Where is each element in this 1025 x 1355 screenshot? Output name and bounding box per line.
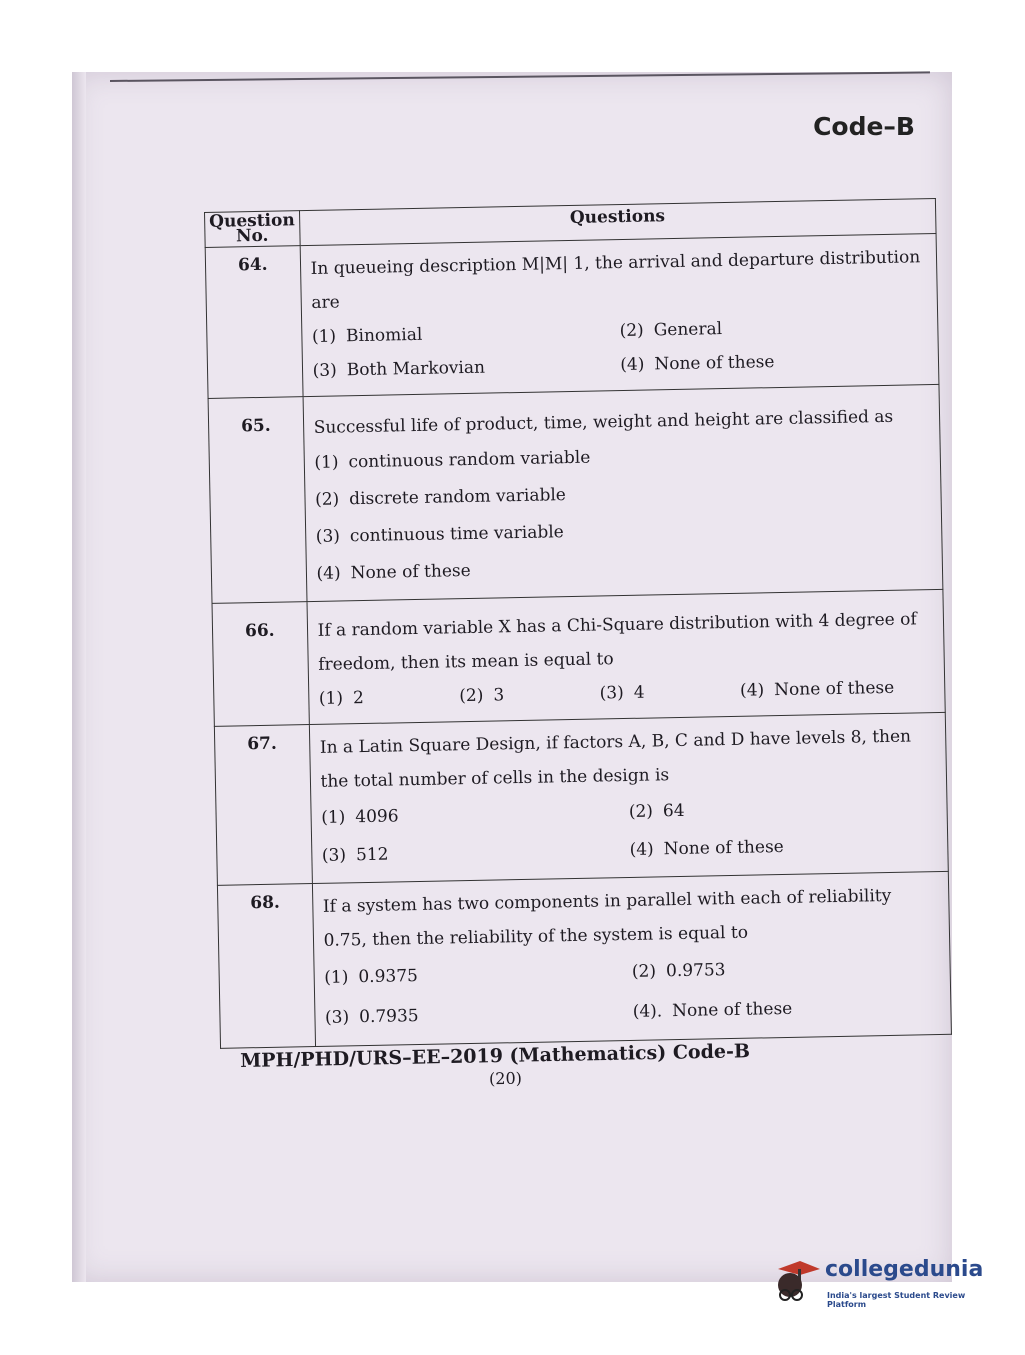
collegedunia-watermark (770, 1255, 1000, 1315)
option (319, 681, 365, 716)
question-row-68 (217, 871, 951, 1048)
option-number: (3) (324, 1007, 350, 1028)
option-number: (3) (599, 683, 624, 704)
option (629, 825, 937, 869)
option (312, 348, 620, 388)
question-body (307, 589, 946, 724)
question-body (303, 384, 943, 601)
question-table-wrapper (204, 198, 952, 1049)
option-number: (2) (628, 801, 654, 822)
question-table (204, 198, 952, 1049)
question-text: Successful life of product, time, weight and height are classified as (313, 406, 894, 438)
option (632, 986, 940, 1032)
option-text: 0.9753 (665, 960, 726, 982)
option-number: (4) (316, 563, 341, 584)
option (321, 793, 629, 837)
option (620, 342, 928, 382)
option-text: 0.9375 (358, 966, 419, 988)
exam-title: MPH/PHD/URS–EE–2019 (Mathematics) Code-B (240, 1040, 751, 1072)
option-number: (3) (321, 845, 347, 866)
option (324, 952, 632, 998)
option-number: (1) (311, 326, 337, 347)
question-body (309, 712, 948, 883)
option-text: continuous time variable (349, 522, 564, 547)
option-text: 0.7935 (358, 1006, 419, 1028)
question-row-65 (208, 384, 943, 603)
question-body (300, 233, 939, 396)
option-text: discrete random variable (349, 485, 567, 510)
option-number: (2) (631, 961, 657, 982)
question-number: 67. (214, 725, 312, 886)
option-number: (4) (620, 354, 645, 376)
option-text: None of these (773, 677, 895, 701)
option (459, 678, 505, 713)
question-text: If a system has two components in parallel with each of reliability 0.75, then the reliability of the system is equal to (322, 885, 892, 951)
options (324, 946, 941, 1038)
question-number: 64. (205, 246, 302, 399)
option (629, 787, 937, 831)
questions-header: Questions (299, 198, 936, 245)
question-row-67 (214, 712, 948, 885)
options (321, 787, 938, 875)
question-number: 68. (217, 884, 315, 1049)
option-number: (2) (459, 685, 484, 707)
option-text: 4096 (355, 806, 399, 828)
options (312, 308, 929, 388)
option-text: 64 (662, 800, 685, 822)
option-text: None of these (350, 560, 471, 584)
brand-tagline: India's largest Student Review Platform (827, 1291, 966, 1309)
option-number: (4). (632, 1001, 663, 1022)
option-text: 2 (352, 688, 365, 709)
option-number: (1) (321, 807, 346, 828)
option (322, 831, 630, 875)
option (599, 676, 645, 711)
question-text: In a Latin Square Design, if factors A, B, C and D have levels 8, then the total number of cells in the design is (319, 726, 912, 792)
option-text: None of these (672, 998, 793, 1022)
option-number: (1) (324, 967, 349, 988)
options (314, 433, 932, 593)
question-text: In queueing description M|M| 1, the arrival and departure distribution are (310, 247, 921, 313)
option-number: (2) (619, 320, 644, 342)
question-row-66 (212, 589, 945, 726)
option-text: None of these (654, 352, 775, 375)
option-number: (4) (629, 839, 654, 860)
question-number-header: Question No. (205, 211, 300, 248)
question-number: 66. (212, 602, 309, 727)
option-text: General (653, 319, 723, 341)
question-row-64 (205, 233, 939, 398)
option-number: (2) (314, 489, 340, 510)
option-number: (1) (318, 688, 344, 709)
question-body (312, 871, 951, 1046)
option-number: (3) (312, 360, 337, 381)
option-number: (3) (315, 526, 341, 547)
option-number: (4) (739, 680, 765, 701)
option-number: (1) (314, 452, 339, 473)
option (325, 992, 633, 1038)
question-text: If a random variable X has a Chi-Square distribution with 4 degree of freedom, then its mean is equal to (317, 609, 917, 675)
option-text: Both Markovian (346, 357, 486, 381)
mascot-icon (770, 1255, 822, 1307)
option (632, 946, 940, 992)
brand-name: collegedunia (825, 1257, 984, 1282)
option-text: Binomial (345, 324, 423, 347)
option-text: 4 (633, 682, 645, 703)
option-text: continuous random variable (348, 447, 591, 473)
option-text: 512 (355, 844, 389, 866)
option-text: None of these (663, 836, 784, 860)
code-heading: Code–B (813, 112, 915, 141)
option-text: 3 (493, 685, 505, 706)
page-edge (72, 72, 86, 1282)
question-number: 65. (208, 397, 306, 604)
page-number: (20) (488, 1068, 523, 1089)
option (740, 671, 895, 708)
